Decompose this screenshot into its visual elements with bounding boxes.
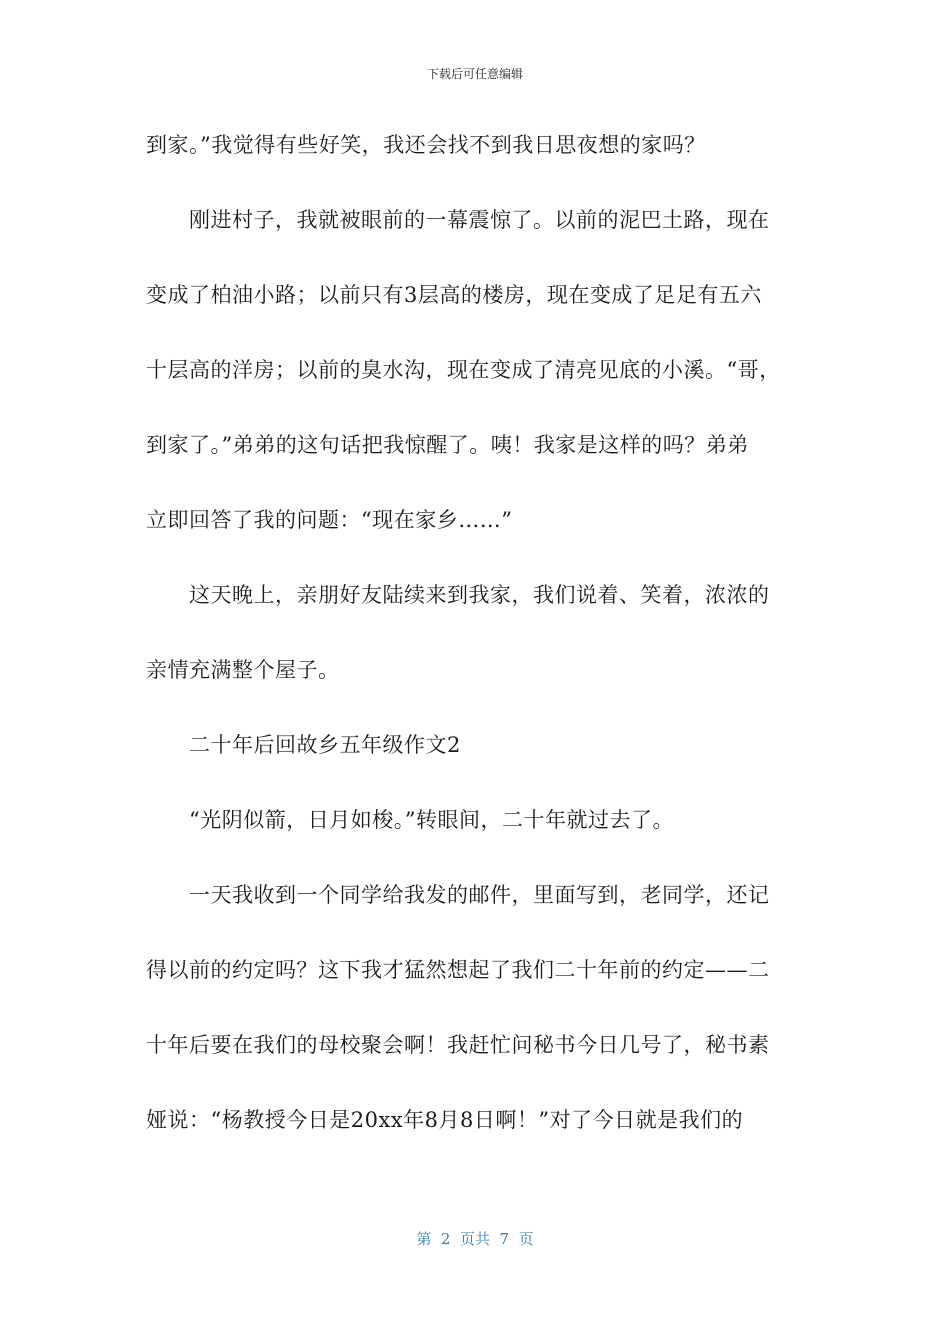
text-line: 变成了柏油小路；以前只有3层高的楼房，现在变成了足足有五六: [146, 283, 762, 307]
text-line: 亲情充满整个屋子。: [146, 658, 340, 682]
text-line: 一天我收到一个同学给我发的邮件，里面写到，老同学，还记: [189, 883, 770, 907]
text-line: 这天晚上，亲朋好友陆续来到我家，我们说着、笑着，浓浓的: [189, 583, 770, 607]
text-line: 刚进村子，我就被眼前的一幕震惊了。以前的泥巴土路，现在: [189, 208, 770, 232]
text-line: 到家。”我觉得有些好笑，我还会找不到我日思夜想的家吗？: [146, 133, 706, 157]
page-header: 下载后可任意编辑: [426, 67, 523, 81]
text-line: 十层高的洋房；以前的臭水沟，现在变成了清亮见底的小溪。“哥，: [146, 358, 781, 382]
text-line: 到家了。”弟弟的这句话把我惊醒了。咦！我家是这样的吗？弟弟: [146, 433, 749, 457]
text-line: 十年后要在我们的母校聚会啊！我赶忙问秘书今日几号了，秘书素: [146, 1033, 770, 1057]
text-line: “光阴似箭，日月如梭。”转眼间，二十年就过去了。: [189, 808, 674, 832]
text-line: 得以前的约定吗？这下我才猛然想起了我们二十年前的约定——二: [146, 958, 770, 982]
text-line: 娅说：“杨教授今日是20xx年8月8日啊！”对了今日就是我们的: [146, 1108, 744, 1132]
document-body: [146, 112, 806, 1162]
page-number-footer: 第 2 页共 7 页: [416, 1230, 534, 1248]
text-line: 立即回答了我的问题：“现在家乡……”: [146, 508, 513, 532]
section-title: 二十年后回故乡五年级作文2: [189, 733, 461, 757]
